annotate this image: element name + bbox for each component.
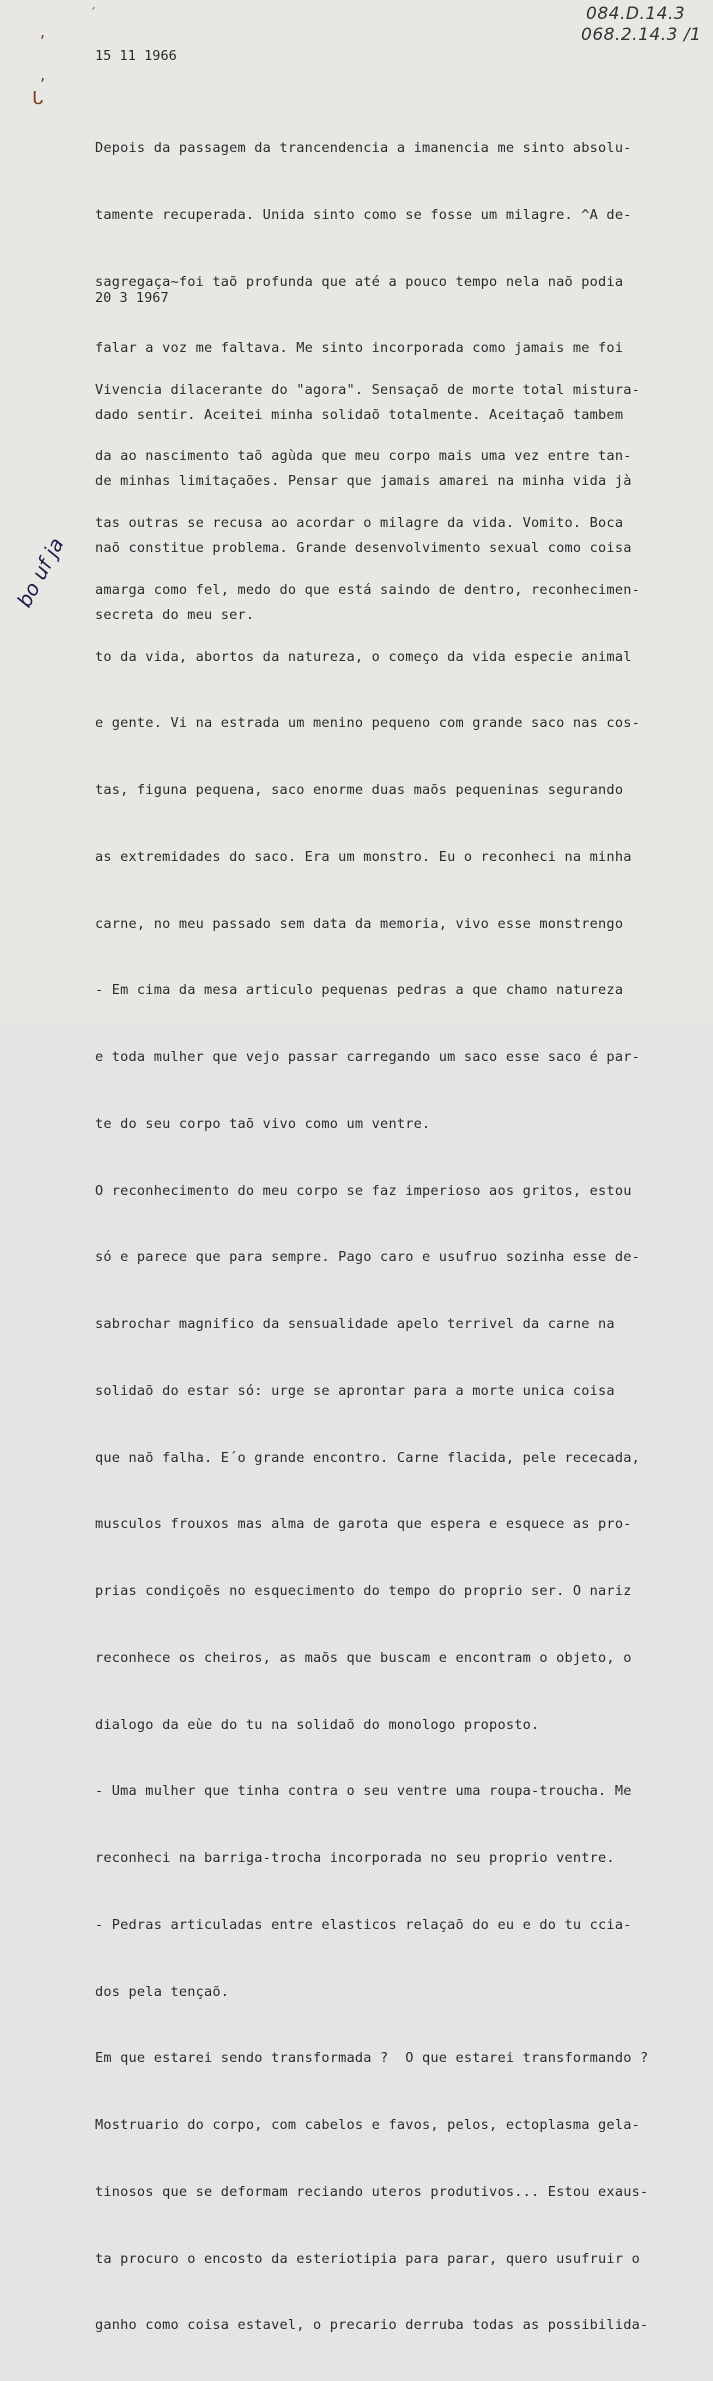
text-line: amarga como fel, medo do que está saindo de dentro, reconhecimen- bbox=[95, 581, 640, 598]
text-line: te do seu corpo taõ vivo como um ventre. bbox=[95, 1115, 431, 1132]
text-line: só e parece que para sempre. Pago caro e usufruo sozinha esse de- bbox=[95, 1249, 640, 1266]
text-line: tinosos que se deformam reciando uteros produtivos... Estou exaus- bbox=[95, 2183, 649, 2200]
text-line: Em que estarei sendo transformada ? O que estarei transformando ? bbox=[95, 2050, 649, 2067]
text-line: sagregaça~foi taõ profunda que até a pouco tempo nela naõ podia bbox=[95, 273, 624, 290]
text-line: solidaõ do estar só: urge se aprontar para a morte unica coisa bbox=[95, 1382, 615, 1399]
pencil-tick-mark: ˊ bbox=[90, 6, 96, 20]
text-line: Mostruario do corpo, com cabelos e favos, pelos, ectoplasma gela- bbox=[95, 2117, 640, 2133]
text-line: Depois da passagem da trancendencia a imanencia me sinto absolu- bbox=[95, 140, 632, 157]
text-line: e gente. Vi na estrada um menino pequeno com grande saco nas cos- bbox=[95, 715, 640, 732]
text-line: naõ constitue problema. Grande desenvolvimento sexual como coisa bbox=[95, 540, 632, 557]
text-line: dado sentir. Aceitei minha solidaõ totalmente. Aceitaçaõ tambem bbox=[95, 406, 624, 423]
text-line: de minhas limitaçaões. Pensar que jamais amarei na minha vida jà bbox=[95, 473, 632, 490]
text-line: carne, no meu passado sem data da memoria, vivo esse monstrengo bbox=[95, 915, 624, 932]
text-line: que naõ falha. E´o grande encontro. Carne flacida, pele rececada, bbox=[95, 1449, 640, 1466]
text-line: dialogo da eùe do tu na solidaõ do monologo proposto. bbox=[95, 1716, 540, 1733]
text-line: e toda mulher que vejo passar carregando um saco esse saco é par- bbox=[95, 1049, 640, 1065]
text-line: - Em cima da mesa articulo pequenas pedras a que chamo natureza bbox=[95, 982, 624, 999]
text-line: Vivencia dilacerante do "agora". Sensaçaõ de morte total mistura- bbox=[95, 381, 640, 398]
entry-date: 15 11 1966 bbox=[95, 48, 177, 64]
text-line: da ao nascimento taõ agùda que meu corpo mais uma vez entre tan- bbox=[95, 448, 632, 465]
text-line: falar a voz me faltava. Me sinto incorporada como jamais me foi bbox=[95, 340, 624, 357]
text-line: - Uma mulher que tinha contra o seu ventre uma roupa-troucha. Me bbox=[95, 1783, 632, 1800]
archive-code-secondary: 068.2.14.3 /1 bbox=[581, 25, 702, 45]
text-line: secreta do meu ser. bbox=[95, 606, 255, 623]
entry-text bbox=[95, 334, 695, 2381]
pencil-dash-mark: , bbox=[40, 22, 46, 41]
text-line: prias condiçoẽs no esquecimento do tempo do proprio ser. O nariz bbox=[95, 1583, 632, 1599]
pencil-dash-mark: ‚ bbox=[40, 65, 46, 84]
text-line: tas outras se recusa ao acordar o milagre da vida. Vomito. Boca bbox=[95, 515, 624, 531]
text-line: tamente recuperada. Unida sinto como se fosse um milagre. ^A de- bbox=[95, 207, 632, 224]
text-line: reconheci na barriga-trocha incorporada no seu proprio ventre. bbox=[95, 1850, 615, 1866]
text-line: ganho como coisa estavel, o precario derruba todas as possibilida- bbox=[95, 2317, 649, 2334]
archive-code-primary: 084.D.14.3 bbox=[586, 4, 686, 24]
text-line: ta procuro o encosto da esteriotipia para parar, quero usufruir o bbox=[95, 2250, 640, 2267]
entry-date: 20 3 1967 bbox=[95, 290, 169, 306]
text-line: reconhece os cheiros, as maõs que buscam e encontram o objeto, o bbox=[95, 1649, 632, 1666]
text-line: musculos frouxos mas alma de garota que espera e esquece as pro- bbox=[95, 1516, 632, 1533]
handwritten-margin-note: bo uf ja bbox=[12, 533, 69, 612]
pencil-curve-mark: ᒐ bbox=[32, 88, 44, 109]
text-line: as extremidades do saco. Era um monstro. Eu o reconheci na minha bbox=[95, 848, 632, 865]
text-line: to da vida, abortos da natureza, o começo da vida especie animal bbox=[95, 648, 632, 665]
text-line: dos pela tençaõ. bbox=[95, 1983, 230, 2000]
text-line: tas, figuna pequena, saco enorme duas maõs pequeninas segurando bbox=[95, 782, 624, 798]
text-line: O reconhecimento do meu corpo se faz imperioso aos gritos, estou bbox=[95, 1182, 632, 1199]
text-line: - Pedras articuladas entre elasticos relaçaõ do eu e do tu ccia- bbox=[95, 1916, 632, 1933]
text-line: sabrochar magnifico da sensualidade apelo terrivel da carne na bbox=[95, 1316, 615, 1332]
